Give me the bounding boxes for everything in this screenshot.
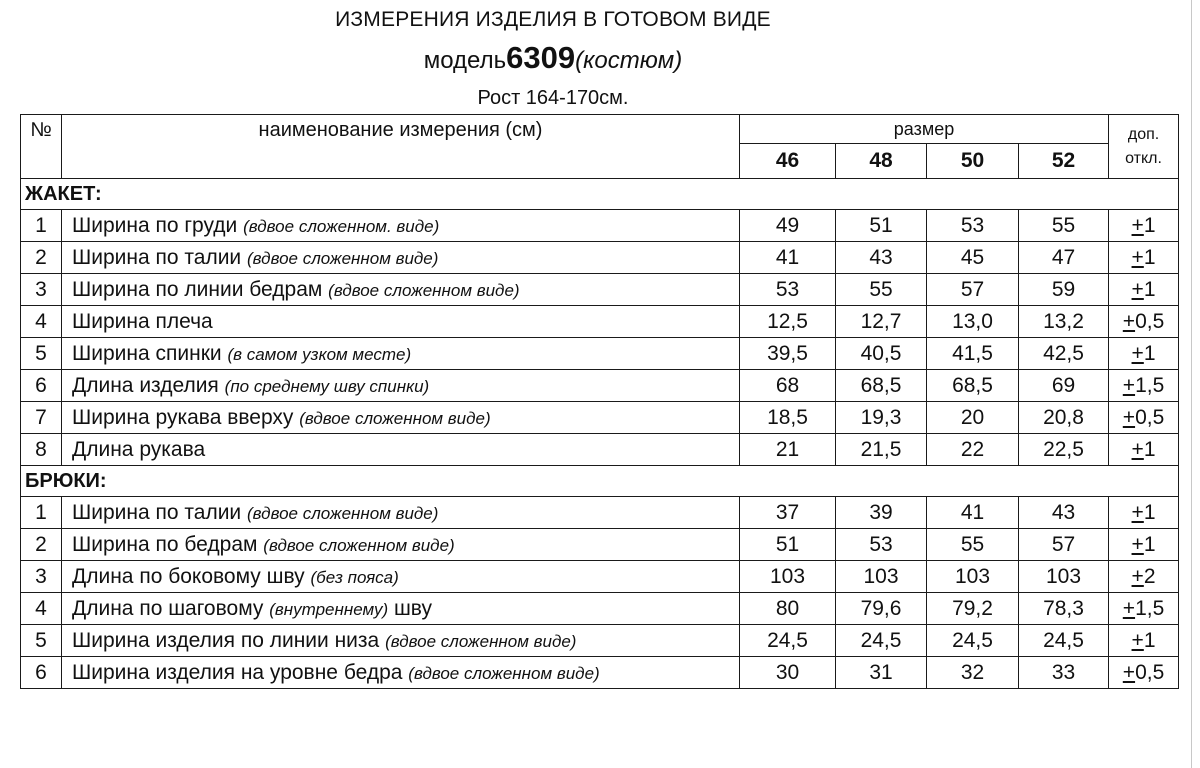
row-number: 5 — [21, 625, 62, 657]
table-row — [21, 402, 1179, 434]
size-value-50: 79,2 — [927, 593, 1019, 625]
tolerance-sign: + — [1131, 628, 1144, 652]
tolerance-cell — [1109, 529, 1179, 561]
size-50: 50 — [927, 144, 1019, 179]
size-value-50: 13,0 — [927, 306, 1019, 338]
size-value-48: 39 — [836, 497, 927, 529]
size-value-52: 33 — [1019, 657, 1109, 689]
size-52: 52 — [1019, 144, 1109, 179]
measurement-name-cell — [62, 242, 740, 274]
tolerance-sign: + — [1131, 437, 1144, 461]
measurement-table — [20, 114, 1179, 689]
tolerance-sign: + — [1131, 532, 1144, 556]
size-value-46: 18,5 — [740, 402, 836, 434]
tolerance-cell — [1109, 497, 1179, 529]
measurement-name: Ширина по линии бедрам — [72, 277, 323, 301]
tolerance-sign: + — [1131, 564, 1144, 588]
row-number: 5 — [21, 338, 62, 370]
size-value-52: 13,2 — [1019, 306, 1109, 338]
table-row — [21, 274, 1179, 306]
tolerance-value: 0,5 — [1135, 405, 1165, 429]
tolerance-cell — [1109, 593, 1179, 625]
row-number: 4 — [21, 306, 62, 338]
measurement-name: Длина рукава — [72, 437, 206, 461]
measurement-name-cell — [62, 402, 740, 434]
tolerance-cell — [1109, 561, 1179, 593]
size-value-46: 80 — [740, 593, 836, 625]
size-value-50: 41 — [927, 497, 1019, 529]
measurement-name-cell — [62, 529, 740, 561]
measurement-name-cell — [62, 497, 740, 529]
size-value-48: 43 — [836, 242, 927, 274]
measurement-name: Ширина изделия по линии низа — [72, 628, 380, 652]
tolerance-value: 1 — [1143, 532, 1156, 556]
tolerance-cell — [1109, 434, 1179, 466]
measurement-note: (вдвое сложенном. виде) — [243, 216, 440, 236]
table-header-row — [21, 115, 1179, 144]
section-title: ЖАКЕТ: — [21, 179, 1179, 210]
tolerance-value: 1 — [1143, 500, 1156, 524]
tolerance-sign: + — [1122, 309, 1136, 333]
tolerance-sign: + — [1122, 373, 1136, 397]
size-value-46: 53 — [740, 274, 836, 306]
measurement-name-cell — [62, 210, 740, 242]
measurement-name: Ширина по бедрам — [72, 532, 258, 556]
measurement-name-cell — [62, 434, 740, 466]
size-value-46: 49 — [740, 210, 836, 242]
size-value-46: 68 — [740, 370, 836, 402]
measurement-note: (вдвое сложенном виде) — [385, 631, 577, 651]
row-number: 3 — [21, 561, 62, 593]
measurement-name-cell — [62, 657, 740, 689]
size-value-46: 12,5 — [740, 306, 836, 338]
row-number: 2 — [21, 242, 62, 274]
tolerance-value: 1,5 — [1135, 373, 1165, 397]
tolerance-sign: + — [1122, 405, 1136, 429]
section-row — [21, 179, 1179, 210]
model-type: (костюм) — [575, 47, 683, 74]
height-range: Рост 164-170см. — [477, 87, 629, 109]
measurement-note: (без пояса) — [310, 567, 399, 587]
table-row — [21, 497, 1179, 529]
measurement-note: (вдвое сложенном виде) — [247, 248, 439, 268]
row-number: 8 — [21, 434, 62, 466]
size-48: 48 — [836, 144, 927, 179]
tolerance-cell — [1109, 625, 1179, 657]
tolerance-cell — [1109, 402, 1179, 434]
size-value-46: 103 — [740, 561, 836, 593]
row-number: 1 — [21, 497, 62, 529]
size-value-50: 20 — [927, 402, 1019, 434]
tolerance-value: 1 — [1143, 628, 1156, 652]
table-row — [21, 625, 1179, 657]
measurement-note: (вдвое сложенном виде) — [247, 503, 439, 523]
row-number: 6 — [21, 370, 62, 402]
measurement-name: Ширина рукава вверху — [72, 405, 294, 429]
tolerance-sign: + — [1131, 277, 1144, 301]
measurement-name: Длина по шаговому — [72, 596, 264, 620]
size-value-46: 21 — [740, 434, 836, 466]
size-value-48: 51 — [836, 210, 927, 242]
tolerance-value: 1,5 — [1135, 596, 1165, 620]
table-row — [21, 210, 1179, 242]
header-number: № — [21, 115, 62, 179]
row-number: 7 — [21, 402, 62, 434]
measurement-note: (внутреннему) — [269, 599, 389, 619]
measurement-name: Ширина по талии — [72, 245, 242, 269]
size-value-52: 42,5 — [1019, 338, 1109, 370]
measurement-name: Ширина по груди — [72, 213, 238, 237]
measurement-note: (в самом узком месте) — [227, 344, 412, 364]
section-row — [21, 466, 1179, 497]
measurement-note: (вдвое сложенном виде) — [328, 280, 520, 300]
size-value-48: 40,5 — [836, 338, 927, 370]
document-title: ИЗМЕРЕНИЯ ИЗДЕЛИЯ В ГОТОВОМ ВИДЕ — [335, 8, 771, 31]
size-value-48: 103 — [836, 561, 927, 593]
size-value-48: 55 — [836, 274, 927, 306]
size-value-48: 12,7 — [836, 306, 927, 338]
tolerance-cell — [1109, 242, 1179, 274]
tolerance-sign: + — [1131, 500, 1144, 524]
measurement-note: (по среднему шву спинки) — [224, 376, 430, 396]
size-value-52: 78,3 — [1019, 593, 1109, 625]
table-row — [21, 434, 1179, 466]
model-prefix: модель — [423, 47, 507, 74]
row-number: 6 — [21, 657, 62, 689]
tolerance-value: 1 — [1143, 213, 1156, 237]
row-number: 1 — [21, 210, 62, 242]
header-measurement-name: наименование измерения (см) — [62, 115, 740, 179]
measurement-name: Длина изделия — [72, 373, 219, 397]
size-value-48: 79,6 — [836, 593, 927, 625]
size-value-52: 20,8 — [1019, 402, 1109, 434]
table-row — [21, 593, 1179, 625]
section-title: БРЮКИ: — [21, 466, 1179, 497]
tolerance-sign: + — [1122, 660, 1136, 684]
size-value-48: 19,3 — [836, 402, 927, 434]
tolerance-value: 1 — [1143, 341, 1156, 365]
tolerance-sign: + — [1131, 213, 1144, 237]
page-edge-line — [1191, 0, 1192, 768]
model-number: 6309 — [506, 40, 576, 75]
tolerance-cell — [1109, 657, 1179, 689]
size-value-50: 53 — [927, 210, 1019, 242]
size-value-46: 51 — [740, 529, 836, 561]
size-value-50: 68,5 — [927, 370, 1019, 402]
size-value-50: 57 — [927, 274, 1019, 306]
size-value-48: 68,5 — [836, 370, 927, 402]
table-row — [21, 306, 1179, 338]
size-value-52: 24,5 — [1019, 625, 1109, 657]
header-tolerance-line2: откл. — [1125, 149, 1162, 167]
measurement-name-cell — [62, 561, 740, 593]
size-value-52: 47 — [1019, 242, 1109, 274]
tolerance-sign: + — [1122, 596, 1136, 620]
table-row — [21, 338, 1179, 370]
row-number: 3 — [21, 274, 62, 306]
measurement-name-cell — [62, 306, 740, 338]
size-value-52: 59 — [1019, 274, 1109, 306]
size-value-46: 41 — [740, 242, 836, 274]
size-value-50: 22 — [927, 434, 1019, 466]
size-value-52: 43 — [1019, 497, 1109, 529]
header-tolerance-line1: доп. — [1127, 125, 1160, 143]
size-value-50: 24,5 — [927, 625, 1019, 657]
measurement-name-cell — [62, 338, 740, 370]
header-tolerance — [1109, 115, 1179, 179]
measurement-note: (вдвое сложенном виде) — [408, 663, 600, 683]
size-value-46: 37 — [740, 497, 836, 529]
row-number: 4 — [21, 593, 62, 625]
size-value-46: 24,5 — [740, 625, 836, 657]
tolerance-sign: + — [1131, 341, 1144, 365]
size-value-50: 41,5 — [927, 338, 1019, 370]
size-value-50: 45 — [927, 242, 1019, 274]
tolerance-cell — [1109, 370, 1179, 402]
header-size: размер — [740, 115, 1109, 144]
tolerance-cell — [1109, 338, 1179, 370]
tolerance-value: 2 — [1143, 564, 1156, 588]
measurement-name: Ширина спинки — [72, 341, 222, 365]
row-number: 2 — [21, 529, 62, 561]
size-value-48: 31 — [836, 657, 927, 689]
tolerance-sign: + — [1131, 245, 1144, 269]
model-line — [0, 40, 1106, 76]
size-value-46: 30 — [740, 657, 836, 689]
size-value-52: 103 — [1019, 561, 1109, 593]
table-row — [21, 529, 1179, 561]
size-value-46: 39,5 — [740, 338, 836, 370]
tolerance-value: 1 — [1143, 277, 1156, 301]
table-row — [21, 657, 1179, 689]
tolerance-value: 1 — [1143, 245, 1156, 269]
tolerance-cell — [1109, 306, 1179, 338]
size-value-52: 57 — [1019, 529, 1109, 561]
measurement-name: Длина по боковому шву — [72, 564, 305, 588]
size-value-52: 69 — [1019, 370, 1109, 402]
size-value-50: 103 — [927, 561, 1019, 593]
size-value-48: 21,5 — [836, 434, 927, 466]
measurement-name-cell — [62, 274, 740, 306]
table-row — [21, 242, 1179, 274]
size-value-52: 22,5 — [1019, 434, 1109, 466]
measurement-name: Ширина по талии — [72, 500, 242, 524]
measurement-name: Ширина изделия на уровне бедра — [72, 660, 403, 684]
size-value-48: 24,5 — [836, 625, 927, 657]
size-value-48: 53 — [836, 529, 927, 561]
tolerance-value: 1 — [1143, 437, 1156, 461]
measurement-name-cell — [62, 593, 740, 625]
measurement-name-cell — [62, 625, 740, 657]
measurement-name-suffix: шву — [393, 596, 432, 620]
size-46: 46 — [740, 144, 836, 179]
table-row — [21, 370, 1179, 402]
size-value-52: 55 — [1019, 210, 1109, 242]
tolerance-cell — [1109, 274, 1179, 306]
tolerance-value: 0,5 — [1135, 660, 1165, 684]
table-row — [21, 561, 1179, 593]
measurement-name-cell — [62, 370, 740, 402]
size-value-50: 55 — [927, 529, 1019, 561]
tolerance-cell — [1109, 210, 1179, 242]
measurement-note: (вдвое сложенном виде) — [299, 408, 491, 428]
measurement-name: Ширина плеча — [72, 309, 213, 333]
measurement-note: (вдвое сложенном виде) — [263, 535, 455, 555]
tolerance-value: 0,5 — [1135, 309, 1165, 333]
size-value-50: 32 — [927, 657, 1019, 689]
